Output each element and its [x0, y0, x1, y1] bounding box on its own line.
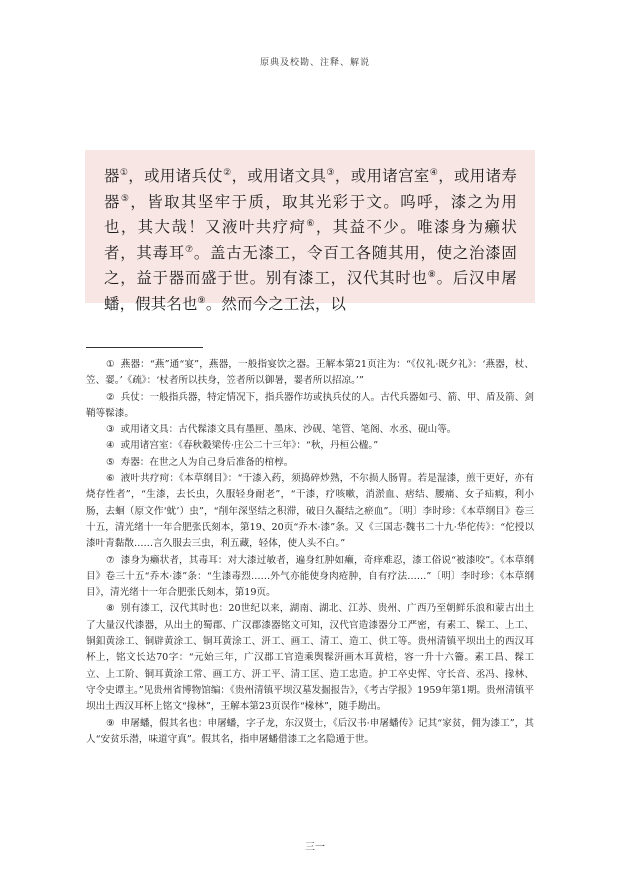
footnote-text: 兵仗：一般指兵器，特定情况下，指兵器作坊或执兵仗的人。古代兵器如弓、箭、甲、盾及箭、剑鞘等髹漆。 [86, 391, 534, 419]
footnote-marker[interactable]: ⑥ [306, 219, 316, 229]
footnote-number: ⑤ [106, 456, 115, 468]
main-text-segment: ，或用诸宫室 [334, 167, 430, 185]
footnote-number: ② [106, 391, 115, 403]
footnote-item [86, 601, 534, 715]
footnote-item [86, 390, 534, 423]
footnote-marker[interactable]: ⑧ [427, 270, 437, 280]
footnote-marker[interactable]: ⑤ [120, 193, 131, 204]
footnote-item [86, 553, 534, 602]
main-text-segment: 。盖古无漆工，令百工各随其用，使之治漆固之，益于器而盛于世。别有漆工，汉代其时也 [104, 243, 517, 287]
main-text-box [85, 150, 535, 313]
main-text-segment: 器 [104, 167, 120, 185]
footnote-text: 申屠蟠，假其名也：申屠蟠，字子龙，东汉贤士，《后汉书·申屠蟠传》记其“家贫，佣为漆工”，其人“安贫乐潜，味道守真”。假其名，指申屠蟠借漆工之名隐遁于世。 [86, 717, 534, 745]
main-text-segment: 。后汉申屠蟠，假其名也 [104, 269, 517, 313]
footnote-item [86, 471, 534, 552]
footnote-text: 燕器：“燕”通“宴”，燕器，一般指宴饮之器。王解本第21页注为：“《仪礼·既夕礼》：‘燕器，杖、笠、翣。’《疏》：‘杖者所以扶身，笠者所以御暑，翣者所以招凉。’” [86, 359, 534, 387]
main-paragraph [104, 164, 517, 317]
footnote-marker[interactable]: ③ [326, 168, 335, 178]
footnote-text: 别有漆工，汉代其时也：20世纪以来，湖南、湖北、江苏、贵州、广西乃至朝鲜乐浪和蒙古出土了大量汉代漆器，从出土的蜀郡、广汉郡漆器铭文可知，汉代官造漆器分工严密，有素工、髹工、上工、铜釦黄涂工、铜辟黄涂工、铜耳黄涂工、汧工、画工、清工、造工、供工等。贵州清镇平坝出土的西汉耳杯上，铭文长达70字：“元始三年，广汉郡工官造乘舆髹汧画木耳黄棓，容一升十六籥。素工昌、髹工立、上工阶、铜耳黄涂工常、画工方、汧工平、清工匡、造工忠造。护工卒史恽、守长音、丞冯、掾林、守令史谭主。”见贵州省博物馆编：《贵州清镇平坝汉墓发掘报告》，《考古学报》1959年第1期。贵州清镇平坝出土西汉耳杯上铭文“掾林”，王解本第23页误作“椽林”，随手勘出。 [86, 603, 534, 713]
footnote-item [86, 716, 534, 749]
footnote-item [86, 438, 534, 454]
page-number: 三一 [305, 842, 325, 853]
footnote-text: 或用诸宫室：《春秋穀梁传·庄公二十三年》：“秋，丹桓公楹。” [120, 440, 379, 452]
main-text-segment: 。然而今之工法，以 [205, 294, 347, 313]
footnote-divider [86, 347, 203, 348]
footnote-text: 液叶共疗疴：《本草纲目》：“干漆入药，须捣碎炒熟，不尔损人肠胃。若是湿漆，煎干更好，亦有烧存性者”，“生漆，去长虫，久服轻身耐老”，“干漆，疗咳嗽，消淤血、痞结、腰痛、女子疝瘕，利小肠，去蛔（原文作‘蚘’）虫”，“削年深坚结之积滞，破日久凝结之瘀血”。〔明〕李时珍：《本草纲目》卷三十五，清光绪十一年合肥张氏刻本，第19、20页“乔木·漆”条。又《三国志·魏书二十九·华佗传》：“佗授以漆叶青黏散……言久服去三虫，利五藏，轻体，使人头不白。” [86, 473, 534, 550]
footnote-marker[interactable]: ② [223, 168, 232, 178]
main-text-segment: ，或用诸兵仗 [128, 167, 224, 185]
footnote-number: ⑦ [106, 554, 115, 566]
main-text-segment: ，或用诸文具 [231, 167, 327, 185]
footnote-item [86, 357, 534, 390]
footnote-item [86, 455, 534, 471]
footnote-number: ① [106, 359, 115, 370]
main-text-segment: ，其益不少。唯漆身为癞状者，其毒耳 [104, 218, 517, 262]
main-text-segment: ，皆取其坚牢于质，取其光彩于文。呜呼，漆之为用也，其大哉！又液叶共疗疴 [104, 192, 517, 236]
footnote-marker[interactable]: ⑨ [197, 295, 206, 306]
footnote-number: ⑧ [106, 603, 115, 615]
footnote-marker[interactable]: ① [119, 168, 129, 178]
footnote-number: ③ [106, 424, 115, 436]
footnote-text: 漆身为癞状者，其毒耳：对大漆过敏者，遍身红肿如癞，奇痒难忍，漆工俗说“被漆咬”。《本草纲目》卷三十五“乔木·漆”条：“生漆毒烈……外气亦能使身肉疮肿，自有疗法……”〔明〕李时珍：《本草纲目》，清光绪十一年合肥张氏刻本，第19页。 [86, 554, 534, 599]
footnote-number: ⑥ [106, 473, 115, 485]
footnote-number: ④ [106, 440, 115, 452]
main-text-segment: ，或用诸寿器 [104, 167, 517, 211]
footnotes [86, 357, 534, 748]
footnote-marker[interactable]: ⑦ [184, 244, 194, 255]
running-header: 原典及校勘、注释、解说 [259, 58, 370, 68]
footnote-item [86, 422, 534, 438]
footnote-marker[interactable]: ④ [429, 168, 439, 178]
footnote-text: 寿器：在世之人为自己身后准备的棺椁。 [120, 456, 294, 468]
footnote-number: ⑨ [106, 717, 115, 729]
footnote-text: 或用诸文具：古代髹漆文具有墨匣、墨床、沙砚、笔管、笔阁、水丞、砚山等。 [120, 424, 457, 436]
